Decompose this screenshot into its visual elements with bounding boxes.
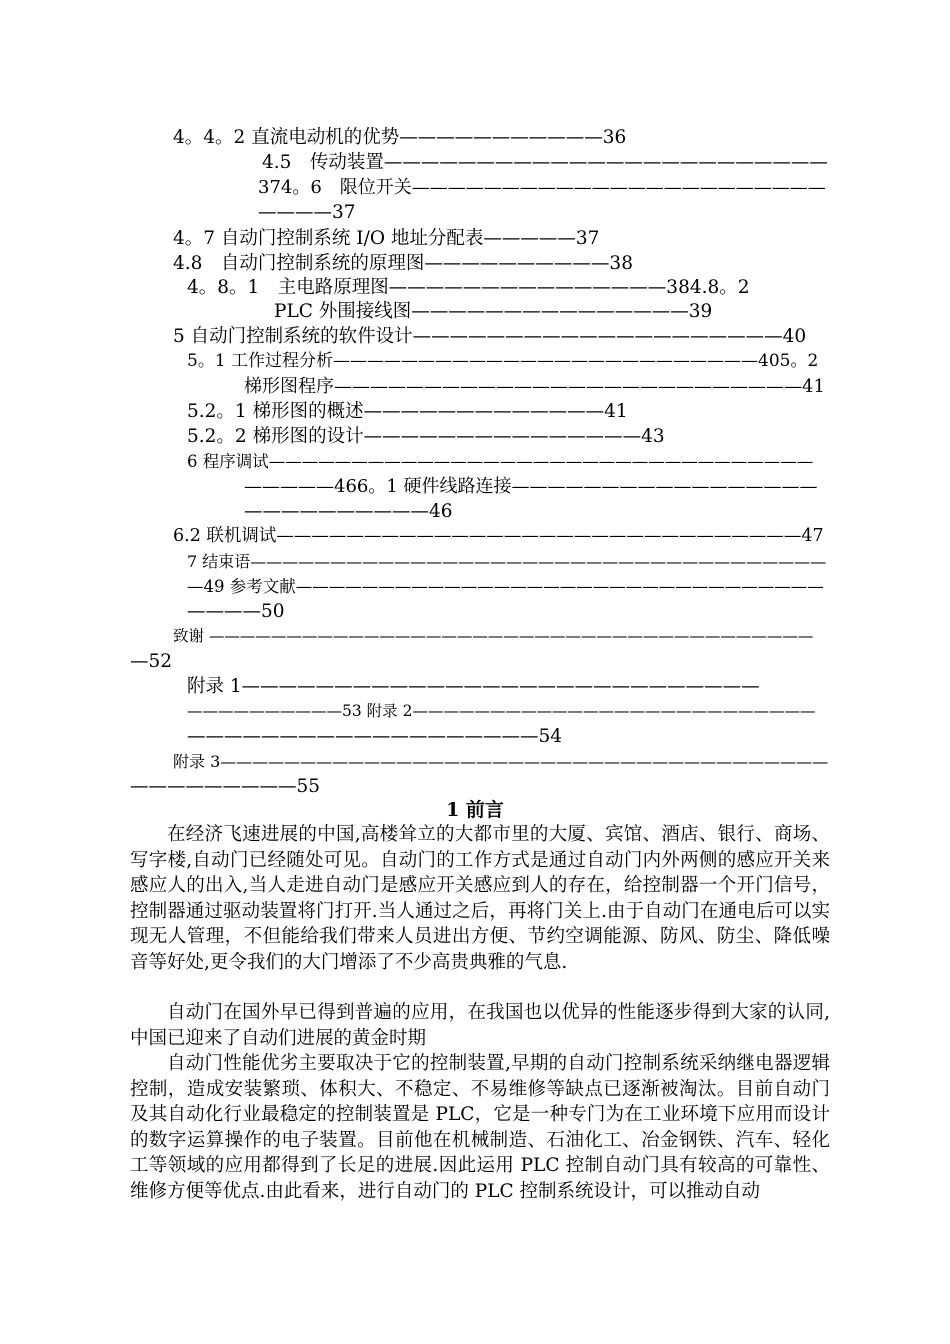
toc-line-26: 附录 3—————————————————————————————————————— [173,752,829,771]
toc-line-8: PLC 外围接线图———————————————39 [274,301,713,322]
toc-line-17: 6.2 联机调试——————————————————————————————47 [173,526,824,546]
toc-line-16: ——————————46 [244,501,453,522]
toc-line-1: 4。4。2 直流电动机的优势———————————36 [173,127,627,148]
toc-line-23: 附录 1———————————————————————————— [187,676,760,697]
toc-line-12: 5.2。1 梯形图的概述—————————————41 [187,401,628,422]
toc-line-3: 374。6 限位开关——————————————————————— [258,177,826,198]
toc-line-15: —————466。1 硬件线路连接————————————————— [244,476,818,497]
toc-line-20: ————50 [187,601,285,622]
paragraph-3: 自动门性能优劣主要取决于它的控制装置,早期的自动门控制系统采纳继电器逻辑控制，造成安装繁琐、体积大、不稳定、不易维修等缺点已逐渐被淘汰。目前自动门及其自动化行业最稳定的控制装置是 PLC，它是一种专门为在工业环境下应用而设计的数字运算操作的电子装置。目前他在机械制造、石油化工、冶金钢铁、汽车、轻化工等领域的应用都得到了长足的进展.因此运用 PLC 控制自动门具有较高的可靠性、维修方便等优点.由此看来，进行自动门的 PLC 控制系统设计，可以推动自动 [130,1053,830,1202]
toc-line-9: 5 自动门控制系统的软件设计————————————————————40 [173,326,807,347]
toc-line-5: 4。7 自动门控制系统 I/O 地址分配表—————37 [173,228,600,249]
toc-line-11: 梯形图程序——————————————————————————41 [244,376,825,397]
toc-line-24: ——————————53 附录 2—————————————————————————— [187,702,816,720]
toc-line-13: 5.2。2 梯形图的设计———————————————43 [187,426,665,447]
toc-line-2: 4.5 传动装置———————————————————————— [262,152,828,173]
toc-line-10: 5。1 工作过程分析—————————————————————————405。2 [187,351,819,371]
toc-line-7: 4。8。1 主电路原理图———————————————384.8。2 [187,277,750,298]
toc-line-18: 7 结束语———————————————————————————————————— [187,552,827,571]
toc-line-25: ———————————————————54 [187,726,563,747]
toc-line-6: 4.8 自动门控制系统的原理图——————————38 [173,253,633,274]
paragraph-2: 自动门在国外早已得到普遍的应用，在我国也以优异的性能逐步得到大家的认同,中国已迎来了自动们进展的黄金时期 [130,1002,830,1049]
section-title: 1 前言 [446,799,504,821]
toc-line-4: ————37 [258,202,356,223]
toc-line-27: —————————55 [130,776,321,797]
toc-line-19: —49 参考文献———————————————————————————————— [187,577,824,596]
toc-line-21: 致谢 ——————————————————————————————————————— [173,627,814,645]
paragraph-1: 在经济飞速进展的中国,高楼耸立的大都市里的大厦、宾馆、酒店、银行、商场、写字楼,自动门已经随处可见。自动门的工作方式是通过自动门内外两侧的感应开关来感应人的出入,当人走进自动门是感应开关感应到人的存在，给控制器一个开门信号，控制器通过驱动装置将门打开.当人通过之后，再将门关上.由于自动门在通电后可以实现无人管理，不但能给我们带来人员进出方便、节约空调能源、防风、防尘、降低噪音等好处,更令我们的大门增添了不少高贵典雅的气息. [130,824,830,973]
toc-line-22: —52 [130,651,173,672]
toc-line-14: 6 程序调试————————————————————————————————— [187,452,814,471]
